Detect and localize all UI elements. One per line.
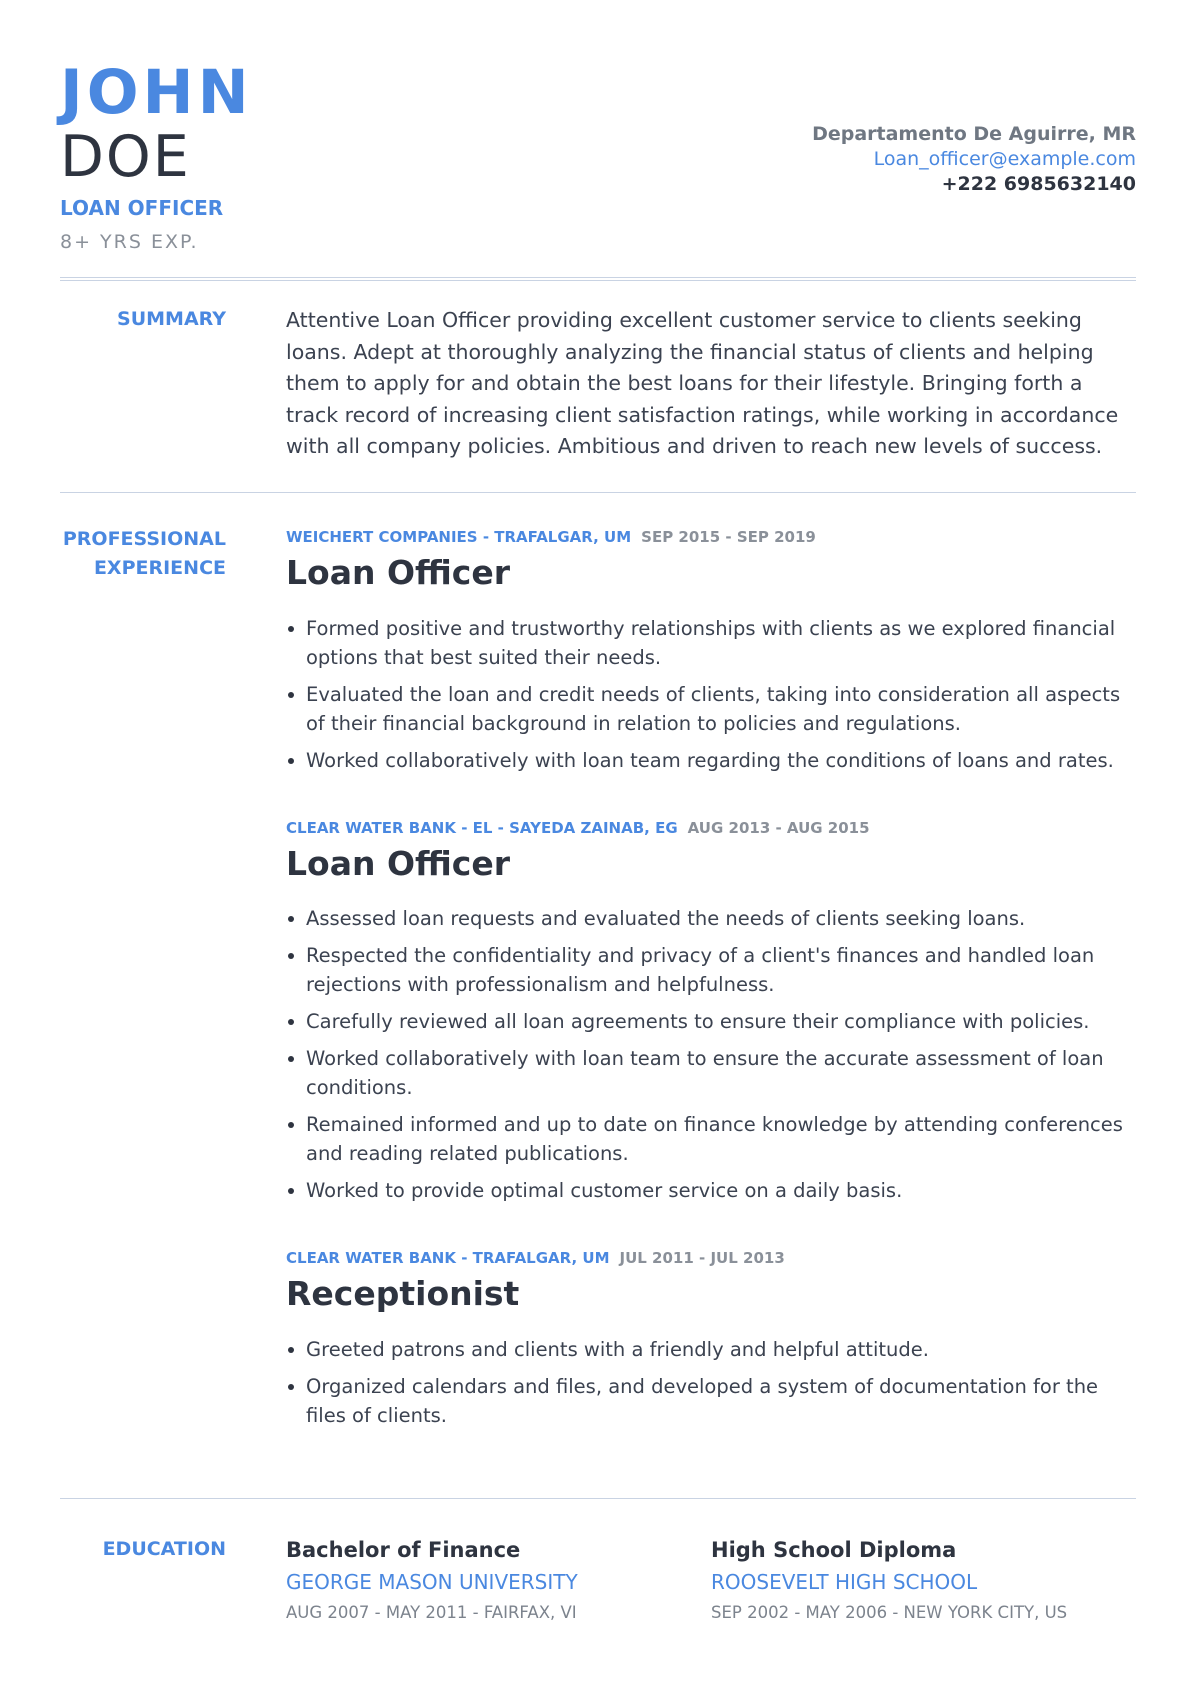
last-name: DOE bbox=[60, 124, 191, 190]
job-bullet: Remained informed and up to date on finance knowledge by attending conferences and reading related publications. bbox=[286, 1110, 1136, 1168]
experience-label-line1: PROFESSIONAL bbox=[62, 528, 226, 550]
job-bullet: Worked collaboratively with loan team regarding the conditions of loans and rates. bbox=[286, 746, 1136, 775]
job-dates: AUG 2013 - AUG 2015 bbox=[687, 819, 870, 837]
job-bullets bbox=[286, 1335, 1136, 1438]
education-degree: High School Diploma bbox=[711, 1538, 957, 1562]
job-title: Loan Officer bbox=[286, 844, 511, 883]
job-company: CLEAR WATER BANK - EL - SAYEDA ZAINAB, EG bbox=[286, 819, 678, 837]
education-entry bbox=[286, 1535, 706, 1627]
job-meta bbox=[286, 527, 1136, 547]
contact-block bbox=[812, 122, 1136, 197]
job-role: LOAN OFFICER bbox=[60, 196, 224, 220]
job-title: Receptionist bbox=[286, 1274, 520, 1313]
education-school: GEORGE MASON UNIVERSITY bbox=[286, 1570, 578, 1594]
job-company: CLEAR WATER BANK - TRAFALGAR, UM bbox=[286, 1249, 610, 1267]
job-bullets bbox=[286, 614, 1136, 783]
job-bullet: Formed positive and trustworthy relationships with clients as we explored financial options that best suited their needs. bbox=[286, 614, 1136, 672]
job-meta bbox=[286, 1248, 1136, 1268]
job-bullet: Respected the confidentiality and privacy of a client's finances and handled loan rejections with professionalism and helpfulness. bbox=[286, 941, 1136, 999]
job-meta bbox=[286, 818, 1136, 838]
job-entry bbox=[286, 1248, 1136, 1314]
contact-email-link[interactable]: Loan_officer@example.com bbox=[873, 148, 1136, 170]
experience-label bbox=[60, 525, 226, 583]
first-name: JOHN bbox=[60, 57, 253, 128]
job-bullet: Worked collaboratively with loan team to ensure the accurate assessment of loan conditions. bbox=[286, 1044, 1136, 1102]
job-bullet: Evaluated the loan and credit needs of clients, taking into consideration all aspects of their financial background in relation to policies and regulations. bbox=[286, 680, 1136, 738]
experience-label-line2: EXPERIENCE bbox=[93, 557, 226, 579]
job-dates: JUL 2011 - JUL 2013 bbox=[619, 1249, 785, 1267]
job-bullets bbox=[286, 904, 1136, 1213]
job-entry bbox=[286, 527, 1136, 593]
job-bullet: Organized calendars and files, and developed a system of documentation for the files of clients. bbox=[286, 1372, 1136, 1430]
contact-location: Departamento De Aguirre, MR bbox=[812, 123, 1136, 145]
header-divider bbox=[60, 277, 1136, 281]
education-dates: AUG 2007 - MAY 2011 - FAIRFAX, VI bbox=[286, 1603, 577, 1622]
experience-divider bbox=[60, 1498, 1136, 1499]
summary-divider bbox=[60, 492, 1136, 493]
education-dates: SEP 2002 - MAY 2006 - NEW YORK CITY, US bbox=[711, 1603, 1068, 1622]
summary-text: Attentive Loan Officer providing excellent customer service to clients seeking loans. Adept at thoroughly analyzing the financial status of clients and helping them to apply for and obtain the best loans for their lifestyle. Bringing forth a track record of increasing client satisfaction ratings, while working in accordance with all company policies. Ambitious and driven to reach new levels of success. bbox=[286, 308, 1119, 458]
job-bullet: Assessed loan requests and evaluated the needs of clients seeking loans. bbox=[286, 904, 1136, 933]
job-entry bbox=[286, 818, 1136, 884]
job-title: Loan Officer bbox=[286, 553, 511, 592]
education-entry bbox=[711, 1535, 1131, 1627]
summary-section bbox=[286, 305, 1136, 463]
job-bullet: Worked to provide optimal customer service on a daily basis. bbox=[286, 1176, 1136, 1205]
years-experience: 8+ YRS EXP. bbox=[60, 231, 199, 253]
contact-phone: +222 6985632140 bbox=[941, 173, 1136, 195]
education-degree: Bachelor of Finance bbox=[286, 1538, 521, 1562]
summary-label: SUMMARY bbox=[117, 308, 226, 330]
job-bullet: Greeted patrons and clients with a friendly and helpful attitude. bbox=[286, 1335, 1136, 1364]
job-company: WEICHERT COMPANIES - TRAFALGAR, UM bbox=[286, 528, 632, 546]
education-school: ROOSEVELT HIGH SCHOOL bbox=[711, 1570, 978, 1594]
job-dates: SEP 2015 - SEP 2019 bbox=[641, 528, 816, 546]
education-label: EDUCATION bbox=[102, 1538, 226, 1560]
job-bullet: Carefully reviewed all loan agreements to ensure their compliance with policies. bbox=[286, 1007, 1136, 1036]
